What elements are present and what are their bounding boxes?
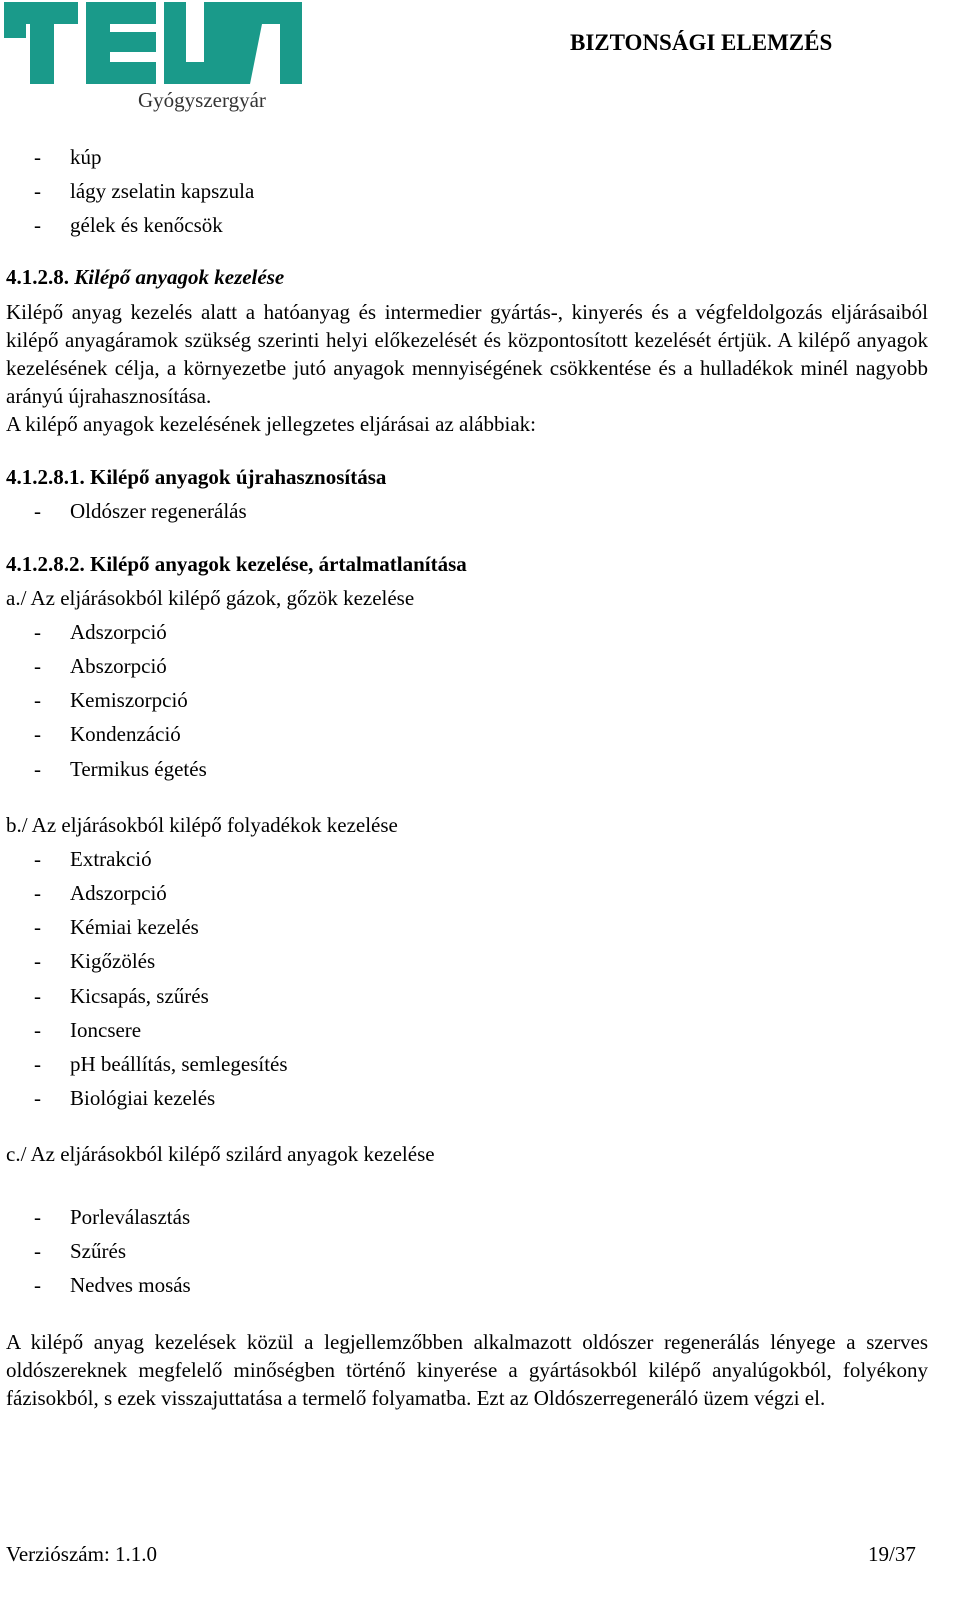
- teva-logo: [4, 2, 302, 84]
- list-item: - Kicsapás, szűrés: [34, 984, 209, 1008]
- subsection-heading: 4.1.2.8.2. Kilépő anyagok kezelése, ártalmatlanítása: [6, 552, 467, 576]
- list-item: - lágy zselatin kapszula: [34, 179, 255, 203]
- list-item: - Ioncsere: [34, 1018, 142, 1042]
- list-item: - gélek és kenőcsök: [34, 213, 223, 237]
- list-item: - Porleválasztás: [34, 1205, 191, 1229]
- list-item: - pH beállítás, semlegesítés: [34, 1052, 288, 1076]
- document-title: BIZTONSÁGI ELEMZÉS: [570, 30, 833, 55]
- list-item: - Kemiszorpció: [34, 688, 188, 712]
- section-heading: [6, 263, 284, 291]
- section-number: 4.1.2.8.: [6, 265, 69, 289]
- list-item: - Kondenzáció: [34, 722, 181, 746]
- list-item: - Kémiai kezelés: [34, 915, 199, 939]
- section-paragraph: Kilépő anyag kezelés alatt a hatóanyag és intermedier gyártás-, kinyerés és a végfeldolgozás eljárásaiból kilépő anyagáramok szükség szerinti helyi előkezelését és központosított kezelését értjük. A kilépő anyagok kezelésének célja, a környezetbe jutó anyagok mennyiségének csökkentése és a hulladékok minél nagyobb arányú újrahasznosítása.: [6, 300, 928, 408]
- section-intro: A kilépő anyagok kezelésének jellegzetes eljárásai az alábbiak:: [6, 412, 536, 436]
- list-item: - Nedves mosás: [34, 1273, 191, 1297]
- list-item: - Szűrés: [34, 1239, 126, 1263]
- subsection-heading: 4.1.2.8.1. Kilépő anyagok újrahasznosítása: [6, 465, 387, 489]
- list-item: - Adszorpció: [34, 620, 167, 644]
- logo-subtitle: Gyógyszergyár: [138, 88, 266, 112]
- list-item: - Extrakció: [34, 847, 152, 871]
- list-item: - Biológiai kezelés: [34, 1086, 216, 1110]
- group-title-c: c./ Az eljárásokból kilépő szilárd anyagok kezelése: [6, 1142, 435, 1166]
- group-title-b: b./ Az eljárásokból kilépő folyadékok kezelése: [6, 813, 398, 837]
- list-item: - kúp: [34, 145, 102, 169]
- group-title-a: a./ Az eljárásokból kilépő gázok, gőzök kezelése: [6, 586, 415, 610]
- list-item: - Adszorpció: [34, 881, 167, 905]
- list-item: - Abszorpció: [34, 654, 167, 678]
- version-number: Verziószám: 1.1.0: [6, 1542, 158, 1566]
- list-item: - Termikus égetés: [34, 757, 207, 781]
- page-number: 19/37: [868, 1542, 916, 1566]
- section-title: Kilépő anyagok kezelése: [74, 265, 285, 289]
- list-item: - Oldószer regenerálás: [34, 499, 247, 523]
- closing-paragraph: A kilépő anyag kezelések közül a legjellemzőbben alkalmazott oldószer regenerálás lényege a szerves oldószereknek megfelelő minőségben történő kinyerése a gyártásokból kilépő anyalúgokból, folyékony fázisokból, s ezek visszajuttatása a termelő folyamatba. Ezt az Oldószerregeneráló üzem végzi el.: [6, 1330, 928, 1410]
- list-item: - Kigőzölés: [34, 949, 156, 973]
